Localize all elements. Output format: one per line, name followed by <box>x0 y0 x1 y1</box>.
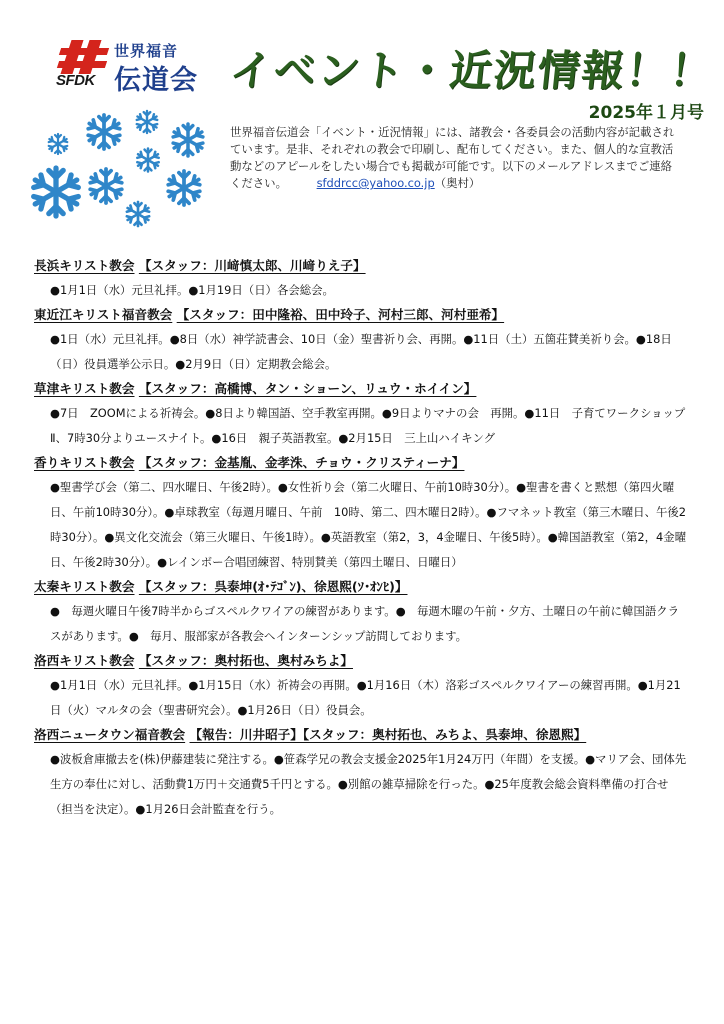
logo-line1: 世界福音 <box>114 42 179 60</box>
church-heading <box>34 651 694 671</box>
church-entry-nagahama <box>34 256 694 303</box>
church-events: ●1月1日（水）元旦礼拝。●1月19日（日）各会総会。 <box>50 283 334 297</box>
church-heading <box>34 305 694 325</box>
snowflake-icon <box>136 111 158 133</box>
church-entry-uzumasa <box>34 577 694 649</box>
church-entry-kusatsu <box>34 379 694 451</box>
church-name: 洛西キリスト教会 <box>34 653 135 668</box>
church-list <box>34 256 694 824</box>
church-events: ●波板倉庫撤去を(株)伊藤建装に発注する。●笹森学兄の教会支援金2025年1月24万円（年間）を支援。●マリア会、団体先生方の奉仕に対し、活動費1万円＋交通費5千円とする。●別館の雑草掃除を行った。●25年度教会総会資料準備の打合せ（担当を決定）。●1月26日会計監査を行う。 <box>50 752 687 816</box>
church-name: 香りキリスト教会 <box>34 455 135 470</box>
snowflake-icon <box>32 168 81 216</box>
page-title: イベント・近況情報！！ <box>227 46 717 95</box>
logo-mark: SFDK <box>56 72 95 89</box>
church-staff: 【スタッフ：川﨑慎太郎、川﨑りえ子】 <box>138 258 366 273</box>
church-name: 長浜キリスト教会 <box>34 258 135 273</box>
church-staff: 【スタッフ：金基胤、金孝洙、チョウ・クリスティーナ】 <box>138 455 465 470</box>
church-events: ●聖書学び会（第二、四水曜日、午後2時）。●女性祈り会（第二火曜日、午前10時30分）。●聖書を書くと黙想（第四火曜日、午前10時30分）。●卓球教室（毎週月曜日、午前 10時、第二、四木曜日2時）。●フマネット教室（第三木曜日、午後2時30分）。●異文化交流会（第三火曜日、午後1時）。●英語教室（第2，3，4金曜日、午後5時）。●韓国語教室（第2，4金曜日、午後2時30分）。●レインボー合唱団練習、特別賛美（第四土曜日、日曜日） <box>50 480 687 569</box>
church-name: 草津キリスト教会 <box>34 381 135 396</box>
snowflake-icon <box>136 149 159 172</box>
logo-flag-icon <box>54 40 112 94</box>
church-staff: 【スタッフ：高橋博、タン・ショーン、リュウ・ホイイン】 <box>138 381 477 396</box>
snowflake-icon <box>167 171 202 205</box>
church-name: 洛西ニュータウン福音教会 <box>34 727 186 742</box>
church-entry-rakusai <box>34 651 694 723</box>
church-entry-kaori <box>34 453 694 575</box>
church-heading <box>34 453 694 473</box>
church-staff: 【報告：川井昭子】【スタッフ：奥村拓也、みちよ、呉泰坤、徐恩熙】 <box>189 727 587 742</box>
church-staff: 【スタッフ：呉泰坤(ｵ･ﾃｺﾞﾝ)、徐恩熙(ｿ･ｵﾝﾋ)】 <box>138 579 408 594</box>
snowflake-icon <box>87 115 122 149</box>
church-staff: 【スタッフ：田中隆裕、田中玲子、河村三郎、河村亜希】 <box>176 307 505 322</box>
church-entry-higashiomi <box>34 305 694 377</box>
issue-date: 2025年１月号 <box>588 103 704 123</box>
church-heading <box>34 379 694 399</box>
snowflake-icon <box>48 134 68 154</box>
church-events: ●1月1日（水）元旦礼拝。●1月15日（水）祈祷会の再開。●1月16日（木）洛彩ゴスペルクワイアーの練習再開。●1月21日（火）マルタの会（聖書研究会）。●1月26日（日）役員会。 <box>50 678 681 717</box>
church-name: 東近江キリスト福音教会 <box>34 307 173 322</box>
church-name: 太秦キリスト教会 <box>34 579 135 594</box>
contact-email-link[interactable]: sfddrcc@yahoo.co.jp <box>316 176 435 190</box>
snowflake-decoration <box>22 100 222 240</box>
intro-body: 世界福音伝道会「イベント・近況情報」には、諸教会・各委員会の活動内容が記載されています。是非、それぞれの教会で印刷し、配布してください。また、個人的な宣教活動などのアピールをしたい場合でも掲載が可能です。以下のメールアドレスまでご連絡ください。 <box>230 125 675 190</box>
church-staff: 【スタッフ：奥村拓也、奥村みちよ】 <box>138 653 353 668</box>
snowflake-icon <box>126 202 150 226</box>
church-heading <box>34 725 694 745</box>
intro-text <box>230 124 682 192</box>
church-heading <box>34 256 694 276</box>
church-events: ●7日 ZOOMによる祈祷会。●8日より韓国語、空手教室再開。●9日よりマナの会 再開。●11日 子育てワークショップⅡ、7時30分よりユースナイト。●16日 親子英語教室。●2月15日 三上山ハイキング <box>50 406 686 445</box>
snowflake-icon <box>89 169 124 203</box>
church-entry-rakusai-newtown <box>34 725 694 822</box>
church-events: ● 毎週火曜日午後7時半からゴスペルクワイアの練習があります。● 毎週木曜の午前・夕方、土曜日の午前に韓国語クラスがあります。● 毎月、服部家が各教会へインターンシップ訪問しております。 <box>50 604 680 643</box>
snowflake-icon <box>172 124 205 156</box>
contact-name: （奥村） <box>434 176 481 190</box>
sfdk-logo <box>48 38 198 94</box>
logo-line2: 伝道会 <box>114 65 198 96</box>
church-events: ●1日（水）元旦礼拝。●8日（水）神学読書会、10日（金）聖書祈り会、再開。●11日（土）五箇荘賛美祈り会。●18日（日）役員選挙公示日。●2月9日（日）定期教会総会。 <box>50 332 672 371</box>
church-heading <box>34 577 694 597</box>
